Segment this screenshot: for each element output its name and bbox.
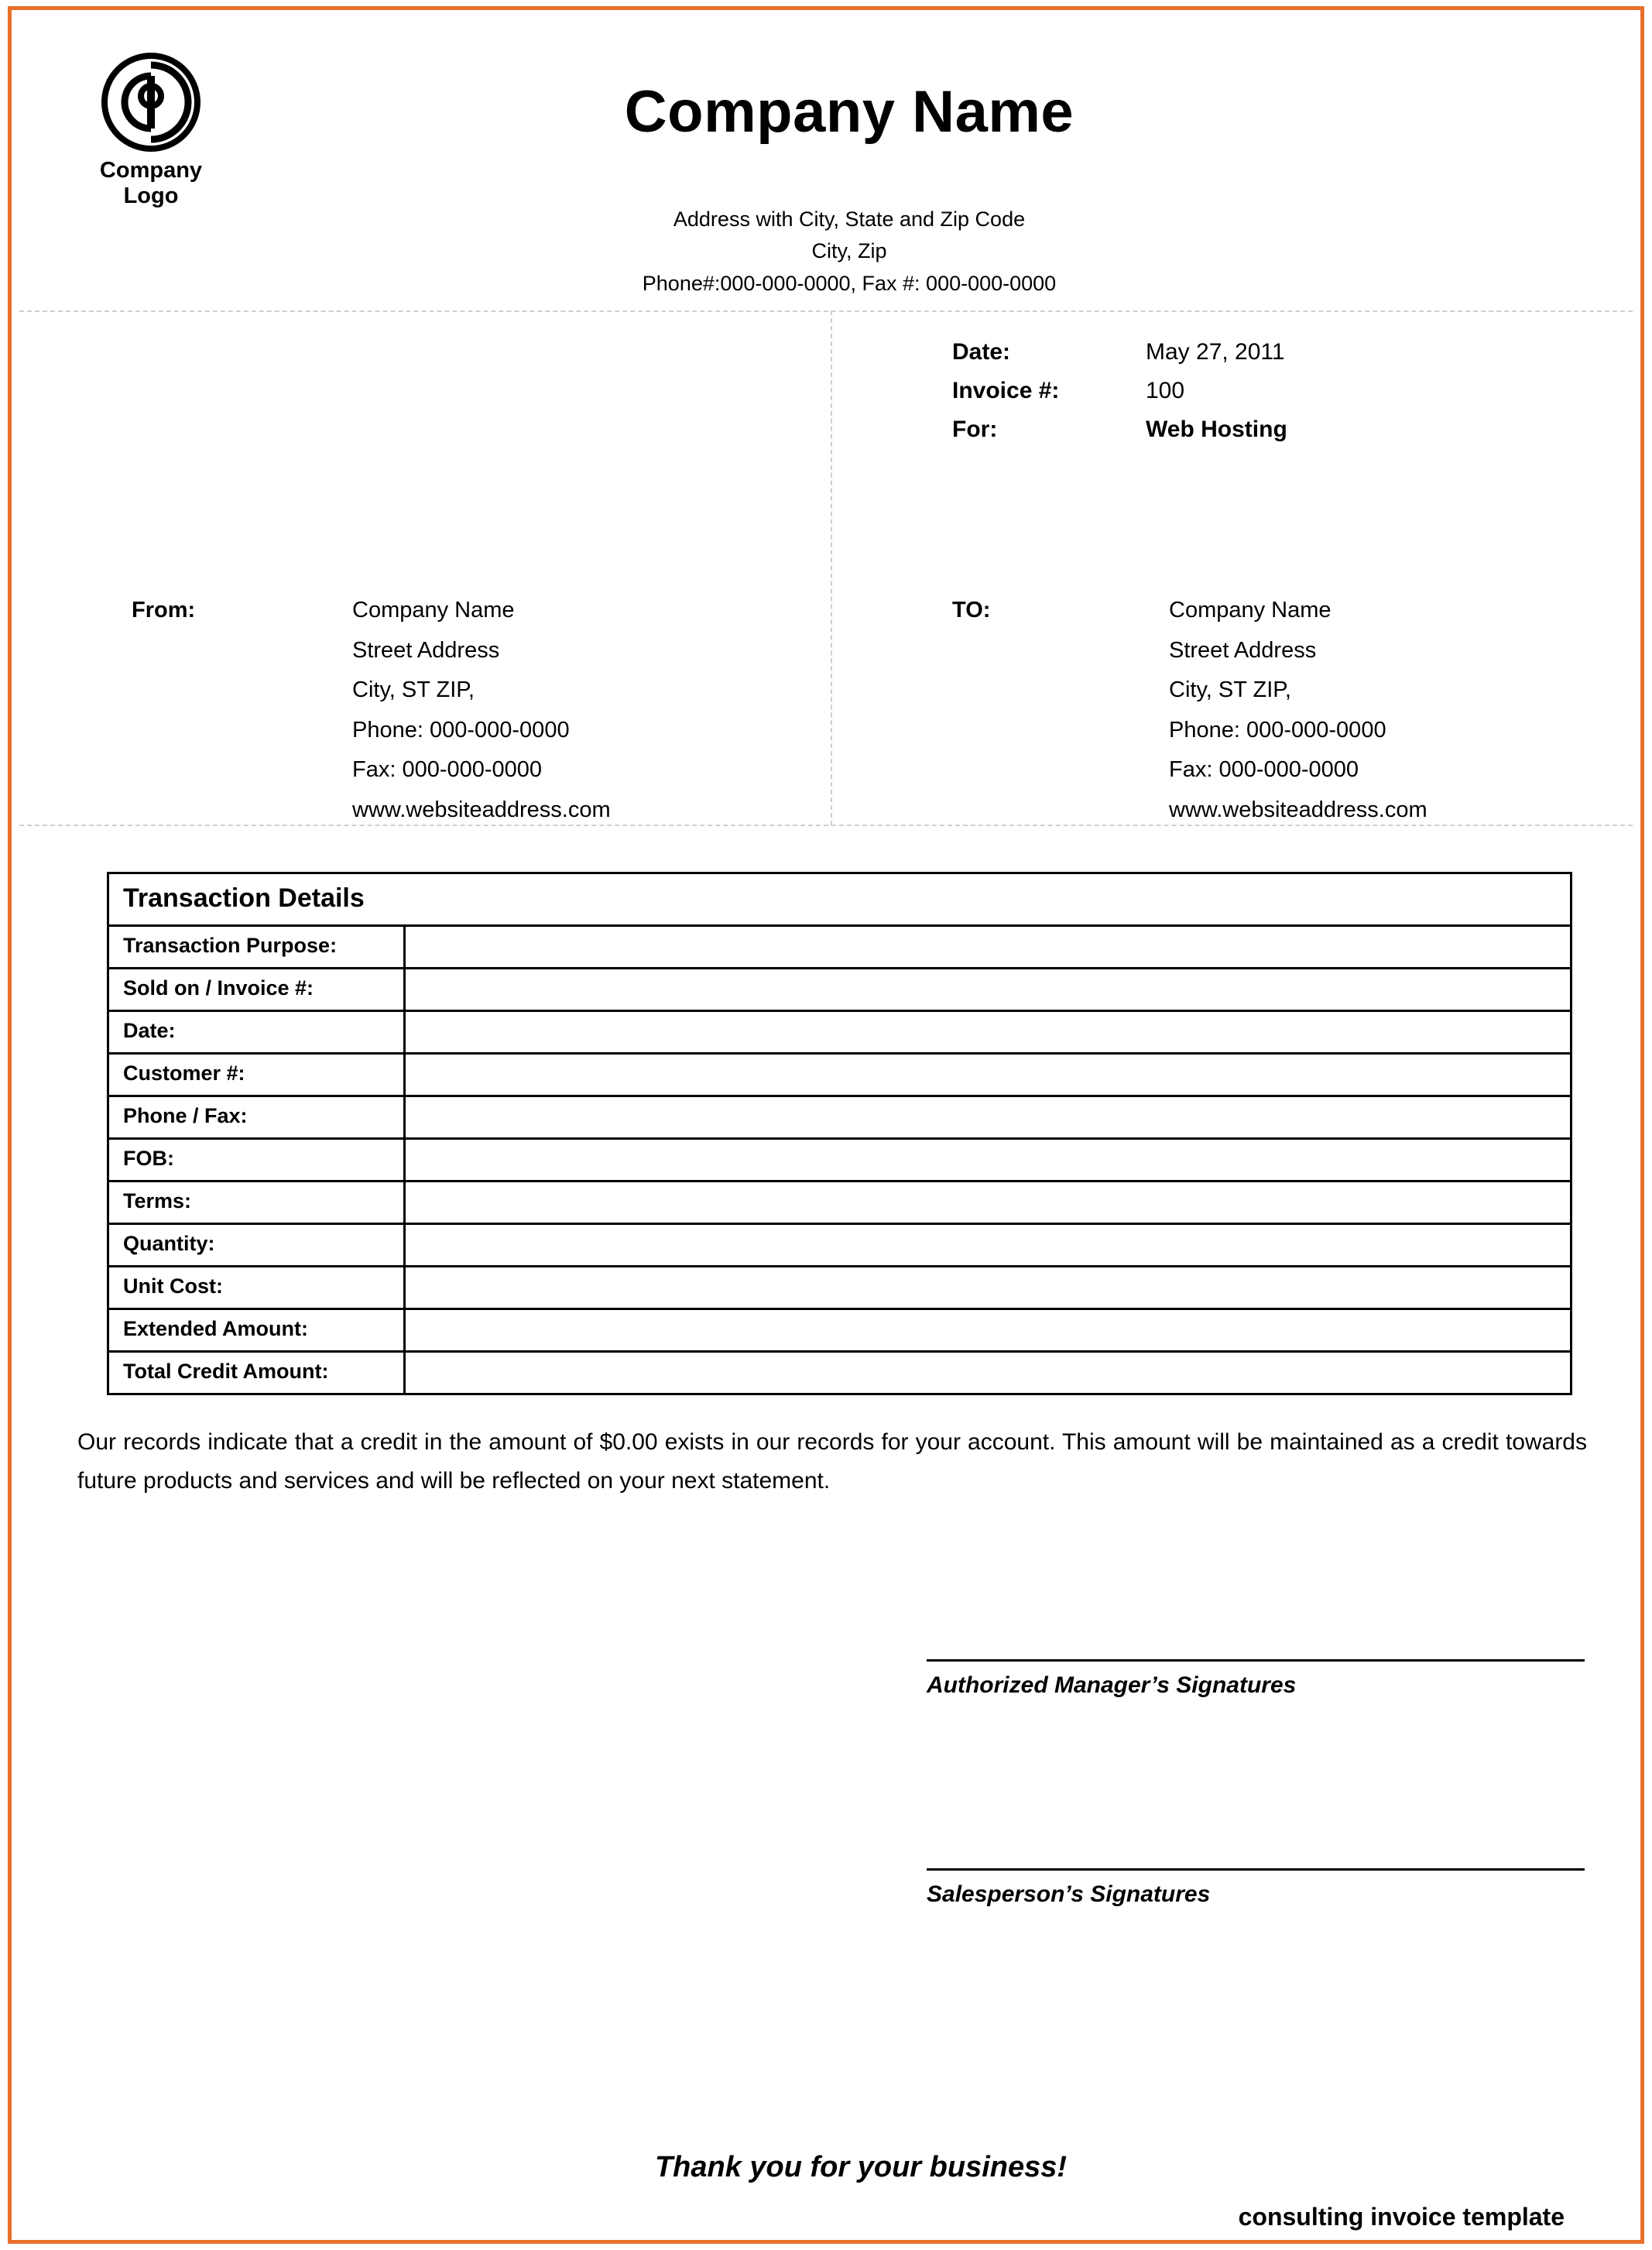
date-label: Date: (109, 1012, 406, 1052)
company-logo-caption (77, 158, 224, 210)
total-credit-amount-value[interactable] (406, 1353, 1570, 1393)
quantity-value[interactable] (406, 1225, 1570, 1265)
invoice-meta (952, 339, 1287, 455)
fob-value[interactable] (406, 1140, 1570, 1180)
company-address-line-1: Address with City, State and Zip Code (673, 208, 1026, 231)
to-line-3: City, ST ZIP, (1169, 677, 1291, 703)
to-line-6: www.websiteaddress.com (1169, 797, 1428, 823)
fob-label: FOB: (109, 1140, 406, 1180)
invoice-number-value: 100 (1146, 378, 1185, 403)
invoice-date-label: Date: (952, 339, 1011, 365)
extended-amount-value[interactable] (406, 1310, 1570, 1350)
document-content (19, 18, 1633, 2232)
phone-fax-value[interactable] (406, 1097, 1570, 1137)
divider-header-bottom (19, 310, 1633, 312)
manager-signature-block (927, 1659, 1585, 1699)
company-address-line-3: Phone#:000-000-0000, Fax #: 000-000-0000 (642, 271, 1057, 295)
table-row (109, 1140, 1570, 1182)
from-label: From: (132, 598, 196, 623)
to-line-2: Street Address (1169, 637, 1317, 663)
table-row (109, 1097, 1570, 1140)
to-label: TO: (952, 598, 991, 623)
manager-signature-line[interactable] (927, 1659, 1585, 1662)
table-row (109, 969, 1570, 1012)
invoice-for-value: Web Hosting (1146, 417, 1287, 442)
from-block (132, 591, 751, 831)
company-address-line-2: City, Zip (811, 239, 887, 263)
from-line-5: Fax: 000-000-0000 (352, 757, 543, 783)
from-line-1: Company Name (352, 598, 515, 623)
to-block (952, 591, 1571, 831)
transaction-details-table (107, 872, 1572, 1395)
sold-on-invoice-value[interactable] (406, 969, 1570, 1010)
invoice-meta-date-row (952, 339, 1287, 365)
invoice-for-label: For: (952, 417, 998, 442)
invoice-number-label: Invoice #: (952, 378, 1060, 403)
from-line-4: Phone: 000-000-0000 (352, 717, 570, 743)
transaction-details-title: Transaction Details (109, 874, 1570, 927)
table-row (109, 1353, 1570, 1393)
table-row (109, 1310, 1570, 1353)
table-row (109, 1182, 1570, 1225)
invoice-meta-number-row (952, 378, 1287, 404)
thank-you-note: Thank you for your business! (654, 2151, 1068, 2183)
total-credit-amount-label: Total Credit Amount: (109, 1353, 406, 1393)
template-name: consulting invoice template (1238, 2203, 1565, 2231)
from-line-6: www.websiteaddress.com (352, 797, 611, 823)
transaction-purpose-label: Transaction Purpose: (109, 927, 406, 967)
from-address-lines (352, 591, 751, 831)
manager-signature-label: Authorized Manager’s Signatures (927, 1672, 1297, 1698)
sold-on-invoice-label: Sold on / Invoice #: (109, 969, 406, 1010)
table-row (109, 1267, 1570, 1310)
company-logo-caption-line1: Company (99, 158, 203, 183)
quantity-label: Quantity: (109, 1225, 406, 1265)
phone-fax-label: Phone / Fax: (109, 1097, 406, 1137)
terms-value[interactable] (406, 1182, 1570, 1223)
divider-vertical-center (831, 310, 832, 825)
page-title: Company Name (624, 79, 1074, 145)
to-line-5: Fax: 000-000-0000 (1169, 757, 1359, 783)
invoice-meta-for-row (952, 417, 1287, 443)
company-logo-caption-line2: Logo (123, 183, 179, 209)
extended-amount-label: Extended Amount: (109, 1310, 406, 1350)
date-value[interactable] (406, 1012, 1570, 1052)
credit-statement-paragraph: Our records indicate that a credit in the amount of $0.00 exists in our records for your account. This amount will be maintained as a credit towards future products and services and will be reflected on your next statement. (77, 1429, 1587, 1494)
customer-number-value[interactable] (406, 1055, 1570, 1095)
to-address-lines (1169, 591, 1571, 831)
salesperson-signature-label: Salesperson’s Signatures (927, 1881, 1211, 1907)
table-row (109, 1055, 1570, 1097)
terms-label: Terms: (109, 1182, 406, 1223)
to-line-4: Phone: 000-000-0000 (1169, 717, 1386, 743)
salesperson-signature-block (927, 1868, 1585, 1908)
document-header (19, 18, 1633, 297)
unit-cost-label: Unit Cost: (109, 1267, 406, 1308)
from-line-3: City, ST ZIP, (352, 677, 475, 703)
company-address-block (19, 204, 1633, 300)
unit-cost-value[interactable] (406, 1267, 1570, 1308)
from-line-2: Street Address (352, 637, 500, 663)
transaction-purpose-value[interactable] (406, 927, 1570, 967)
customer-number-label: Customer #: (109, 1055, 406, 1095)
table-row (109, 1225, 1570, 1267)
salesperson-signature-line[interactable] (927, 1868, 1585, 1871)
invoice-date-value: May 27, 2011 (1146, 339, 1285, 365)
page-inner-frame (17, 15, 1635, 2235)
to-line-1: Company Name (1169, 598, 1332, 623)
table-row (109, 1012, 1570, 1055)
table-row (109, 927, 1570, 969)
